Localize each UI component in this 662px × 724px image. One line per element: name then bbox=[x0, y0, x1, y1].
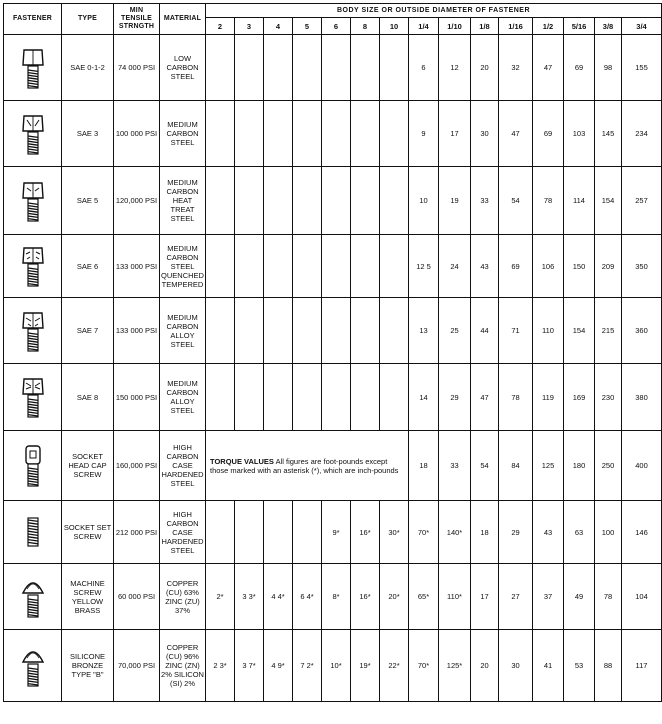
torque-value bbox=[380, 35, 409, 101]
size-header: 5 bbox=[293, 18, 322, 35]
torque-value bbox=[206, 298, 235, 364]
sae8-bolt-icon bbox=[4, 364, 62, 431]
torque-value: 88 bbox=[595, 630, 622, 702]
torque-value: 154 bbox=[595, 167, 622, 235]
fastener-type: SAE 0-1-2 bbox=[62, 35, 114, 101]
sae3-bolt-icon bbox=[4, 101, 62, 167]
header-material: MATERIAL bbox=[160, 4, 206, 35]
torque-note-title: TORQUE VALUES bbox=[210, 456, 274, 466]
torque-value bbox=[351, 167, 380, 235]
material: LOW CARBON STEEL bbox=[160, 35, 206, 101]
torque-value: 29 bbox=[499, 501, 533, 564]
torque-value bbox=[206, 364, 235, 431]
fastener-type: SOCKET SET SCREW bbox=[62, 501, 114, 564]
tensile-strength: 120,000 PSI bbox=[114, 167, 160, 235]
size-header: 1/2 bbox=[533, 18, 564, 35]
torque-value: 27 bbox=[499, 564, 533, 630]
torque-value: 25 bbox=[439, 298, 471, 364]
torque-value: 12 5 bbox=[409, 235, 439, 298]
torque-value bbox=[206, 101, 235, 167]
torque-value: 49 bbox=[564, 564, 595, 630]
table-row bbox=[4, 564, 662, 630]
torque-value bbox=[351, 101, 380, 167]
torque-value: 9 bbox=[409, 101, 439, 167]
header-tensile: MIN TENSILE STRNGTH bbox=[114, 4, 160, 35]
torque-value: 22* bbox=[380, 630, 409, 702]
torque-value: 84 bbox=[499, 431, 533, 501]
torque-value: 29 bbox=[439, 364, 471, 431]
material: MEDIUM CARBON STEEL QUENCHED TEMPERED bbox=[160, 235, 206, 298]
material: HIGH CARBON CASE HARDENED STEEL bbox=[160, 431, 206, 501]
torque-value bbox=[264, 167, 293, 235]
tensile-strength: 100 000 PSI bbox=[114, 101, 160, 167]
torque-value: 32 bbox=[499, 35, 533, 101]
size-header: 6 bbox=[322, 18, 351, 35]
material: MEDIUM CARBON HEAT TREAT STEEL bbox=[160, 167, 206, 235]
torque-value bbox=[293, 35, 322, 101]
torque-value: 4 4* bbox=[264, 564, 293, 630]
torque-value: 69 bbox=[564, 35, 595, 101]
table-row bbox=[4, 35, 662, 101]
tensile-strength: 133 000 PSI bbox=[114, 298, 160, 364]
size-header: 10 bbox=[380, 18, 409, 35]
torque-value bbox=[322, 35, 351, 101]
torque-value bbox=[235, 298, 264, 364]
torque-value bbox=[293, 101, 322, 167]
sae6-bolt-icon bbox=[4, 235, 62, 298]
torque-value bbox=[380, 101, 409, 167]
table-row bbox=[4, 364, 662, 431]
size-header: 1/4 bbox=[409, 18, 439, 35]
torque-value: 13 bbox=[409, 298, 439, 364]
torque-value: 114 bbox=[564, 167, 595, 235]
torque-value: 16* bbox=[351, 501, 380, 564]
torque-value: 65* bbox=[409, 564, 439, 630]
torque-value: 69 bbox=[533, 101, 564, 167]
torque-value bbox=[322, 101, 351, 167]
table-row bbox=[4, 501, 662, 564]
torque-value: 20 bbox=[471, 35, 499, 101]
torque-value: 2 3* bbox=[206, 630, 235, 702]
torque-value: 18 bbox=[409, 431, 439, 501]
torque-value: 78 bbox=[499, 364, 533, 431]
table-row bbox=[4, 235, 662, 298]
torque-value: 43 bbox=[533, 501, 564, 564]
torque-value: 250 bbox=[595, 431, 622, 501]
torque-note bbox=[206, 431, 409, 501]
tensile-strength: 60 000 PSI bbox=[114, 564, 160, 630]
torque-value: 53 bbox=[564, 630, 595, 702]
torque-value bbox=[380, 298, 409, 364]
torque-value: 19 bbox=[439, 167, 471, 235]
torque-value: 30 bbox=[471, 101, 499, 167]
torque-value: 43 bbox=[471, 235, 499, 298]
torque-value bbox=[206, 235, 235, 298]
torque-value: 2* bbox=[206, 564, 235, 630]
size-header: 4 bbox=[264, 18, 293, 35]
torque-value: 145 bbox=[595, 101, 622, 167]
torque-value bbox=[206, 35, 235, 101]
tensile-strength: 70,000 PSI bbox=[114, 630, 160, 702]
tensile-strength: 133 000 PSI bbox=[114, 235, 160, 298]
torque-value: 257 bbox=[622, 167, 662, 235]
torque-value bbox=[293, 167, 322, 235]
torque-value: 125 bbox=[533, 431, 564, 501]
table-row bbox=[4, 101, 662, 167]
torque-value: 30 bbox=[499, 630, 533, 702]
torque-value bbox=[380, 167, 409, 235]
torque-value: 117 bbox=[622, 630, 662, 702]
torque-chart bbox=[3, 3, 662, 702]
machine-screw-icon bbox=[4, 564, 62, 630]
torque-value: 7 2* bbox=[293, 630, 322, 702]
torque-value: 119 bbox=[533, 364, 564, 431]
torque-value: 54 bbox=[499, 167, 533, 235]
torque-value: 110 bbox=[533, 298, 564, 364]
torque-value bbox=[351, 235, 380, 298]
torque-value: 400 bbox=[622, 431, 662, 501]
torque-value: 140* bbox=[439, 501, 471, 564]
torque-value: 380 bbox=[622, 364, 662, 431]
table-row bbox=[4, 167, 662, 235]
torque-value bbox=[235, 235, 264, 298]
torque-value bbox=[206, 167, 235, 235]
torque-value: 104 bbox=[622, 564, 662, 630]
material: COPPER (CU) 63% ZINC (ZU) 37% bbox=[160, 564, 206, 630]
silicone-bronze-screw-icon bbox=[4, 630, 62, 702]
table-row bbox=[4, 431, 662, 501]
torque-value bbox=[293, 501, 322, 564]
socket-head-cap-screw-icon bbox=[4, 431, 62, 501]
torque-value bbox=[264, 364, 293, 431]
torque-value: 150 bbox=[564, 235, 595, 298]
torque-value: 78 bbox=[533, 167, 564, 235]
torque-value: 70* bbox=[409, 501, 439, 564]
torque-value: 47 bbox=[471, 364, 499, 431]
torque-value: 103 bbox=[564, 101, 595, 167]
torque-value: 17 bbox=[471, 564, 499, 630]
torque-value: 37 bbox=[533, 564, 564, 630]
torque-value: 8* bbox=[322, 564, 351, 630]
torque-value: 47 bbox=[533, 35, 564, 101]
torque-value: 3 3* bbox=[235, 564, 264, 630]
torque-value bbox=[322, 298, 351, 364]
fastener-type: SAE 5 bbox=[62, 167, 114, 235]
torque-value: 30* bbox=[380, 501, 409, 564]
hex-head-bolt-icon bbox=[4, 35, 62, 101]
torque-value: 54 bbox=[471, 431, 499, 501]
torque-value bbox=[235, 501, 264, 564]
sae7-bolt-icon bbox=[4, 298, 62, 364]
torque-value bbox=[293, 364, 322, 431]
torque-value: 3 7* bbox=[235, 630, 264, 702]
torque-value: 20 bbox=[471, 630, 499, 702]
torque-value bbox=[235, 167, 264, 235]
material: COPPER (CU) 96% ZINC (ZN) 2% SILICON (SI) 2% bbox=[160, 630, 206, 702]
torque-value bbox=[380, 364, 409, 431]
header-type: TYPE bbox=[62, 4, 114, 35]
size-header: 3/4 bbox=[622, 18, 662, 35]
torque-value bbox=[351, 298, 380, 364]
torque-value bbox=[264, 235, 293, 298]
torque-value: 41 bbox=[533, 630, 564, 702]
torque-value bbox=[206, 501, 235, 564]
torque-value: 230 bbox=[595, 364, 622, 431]
tensile-strength: 212 000 PSI bbox=[114, 501, 160, 564]
fastener-type: SAE 3 bbox=[62, 101, 114, 167]
size-header: 2 bbox=[206, 18, 235, 35]
torque-value: 63 bbox=[564, 501, 595, 564]
torque-value: 18 bbox=[471, 501, 499, 564]
torque-value bbox=[351, 35, 380, 101]
torque-value: 180 bbox=[564, 431, 595, 501]
torque-value: 360 bbox=[622, 298, 662, 364]
torque-value: 20* bbox=[380, 564, 409, 630]
torque-value: 17 bbox=[439, 101, 471, 167]
torque-value bbox=[322, 364, 351, 431]
torque-value: 4 9* bbox=[264, 630, 293, 702]
torque-value bbox=[235, 364, 264, 431]
torque-value: 71 bbox=[499, 298, 533, 364]
table-row bbox=[4, 630, 662, 702]
torque-value bbox=[264, 501, 293, 564]
size-header: 1/10 bbox=[439, 18, 471, 35]
torque-value: 10 bbox=[409, 167, 439, 235]
size-header: 3/8 bbox=[595, 18, 622, 35]
torque-value: 10* bbox=[322, 630, 351, 702]
torque-value: 6 bbox=[409, 35, 439, 101]
material: MEDIUM CARBON ALLOY STEEL bbox=[160, 364, 206, 431]
torque-value: 16* bbox=[351, 564, 380, 630]
torque-value bbox=[380, 235, 409, 298]
material: MEDIUM CARBON STEEL bbox=[160, 101, 206, 167]
size-header: 1/16 bbox=[499, 18, 533, 35]
torque-value bbox=[322, 235, 351, 298]
torque-value bbox=[322, 167, 351, 235]
socket-set-screw-icon bbox=[4, 501, 62, 564]
header-fastener: FASTENER bbox=[4, 4, 62, 35]
torque-value: 110* bbox=[439, 564, 471, 630]
size-header: 8 bbox=[351, 18, 380, 35]
fastener-type: SILICONE BRONZE TYPE "B" bbox=[62, 630, 114, 702]
torque-value: 100 bbox=[595, 501, 622, 564]
material: MEDIUM CARBON ALLOY STEEL bbox=[160, 298, 206, 364]
torque-value bbox=[264, 101, 293, 167]
torque-value: 47 bbox=[499, 101, 533, 167]
torque-value: 14 bbox=[409, 364, 439, 431]
torque-value: 33 bbox=[471, 167, 499, 235]
tensile-strength: 160,000 PSI bbox=[114, 431, 160, 501]
torque-value: 12 bbox=[439, 35, 471, 101]
torque-value: 125* bbox=[439, 630, 471, 702]
torque-value: 44 bbox=[471, 298, 499, 364]
torque-value: 24 bbox=[439, 235, 471, 298]
fastener-type: SAE 6 bbox=[62, 235, 114, 298]
torque-value: 69 bbox=[499, 235, 533, 298]
size-header: 5/16 bbox=[564, 18, 595, 35]
fastener-type: SOCKET HEAD CAP SCREW bbox=[62, 431, 114, 501]
torque-value bbox=[264, 298, 293, 364]
torque-value bbox=[293, 298, 322, 364]
torque-value bbox=[351, 364, 380, 431]
fastener-type: SAE 8 bbox=[62, 364, 114, 431]
torque-value: 33 bbox=[439, 431, 471, 501]
header-body-size: BODY SIZE OR OUTSIDE DIAMETER OF FASTENER bbox=[206, 4, 662, 18]
sae5-bolt-icon bbox=[4, 167, 62, 235]
size-header: 3 bbox=[235, 18, 264, 35]
torque-note-text: All figures are foot-pounds except those marked with an asterisk (*), which are inch-pounds bbox=[210, 456, 399, 475]
fastener-type: SAE 7 bbox=[62, 298, 114, 364]
torque-value: 234 bbox=[622, 101, 662, 167]
torque-value: 155 bbox=[622, 35, 662, 101]
material: HIGH CARBON CASE HARDENED STEEL bbox=[160, 501, 206, 564]
torque-value: 209 bbox=[595, 235, 622, 298]
size-header: 1/8 bbox=[471, 18, 499, 35]
fastener-type: MACHINE SCREW YELLOW BRASS bbox=[62, 564, 114, 630]
torque-value: 78 bbox=[595, 564, 622, 630]
torque-value: 70* bbox=[409, 630, 439, 702]
torque-value: 154 bbox=[564, 298, 595, 364]
tensile-strength: 74 000 PSI bbox=[114, 35, 160, 101]
torque-value bbox=[264, 35, 293, 101]
torque-value bbox=[293, 235, 322, 298]
torque-value: 6 4* bbox=[293, 564, 322, 630]
torque-value: 19* bbox=[351, 630, 380, 702]
torque-value: 350 bbox=[622, 235, 662, 298]
torque-table bbox=[3, 3, 662, 702]
tensile-strength: 150 000 PSI bbox=[114, 364, 160, 431]
torque-value: 98 bbox=[595, 35, 622, 101]
torque-value bbox=[235, 35, 264, 101]
torque-value bbox=[235, 101, 264, 167]
torque-value: 106 bbox=[533, 235, 564, 298]
torque-value: 169 bbox=[564, 364, 595, 431]
table-row bbox=[4, 298, 662, 364]
torque-value: 9* bbox=[322, 501, 351, 564]
torque-value: 215 bbox=[595, 298, 622, 364]
torque-value: 146 bbox=[622, 501, 662, 564]
